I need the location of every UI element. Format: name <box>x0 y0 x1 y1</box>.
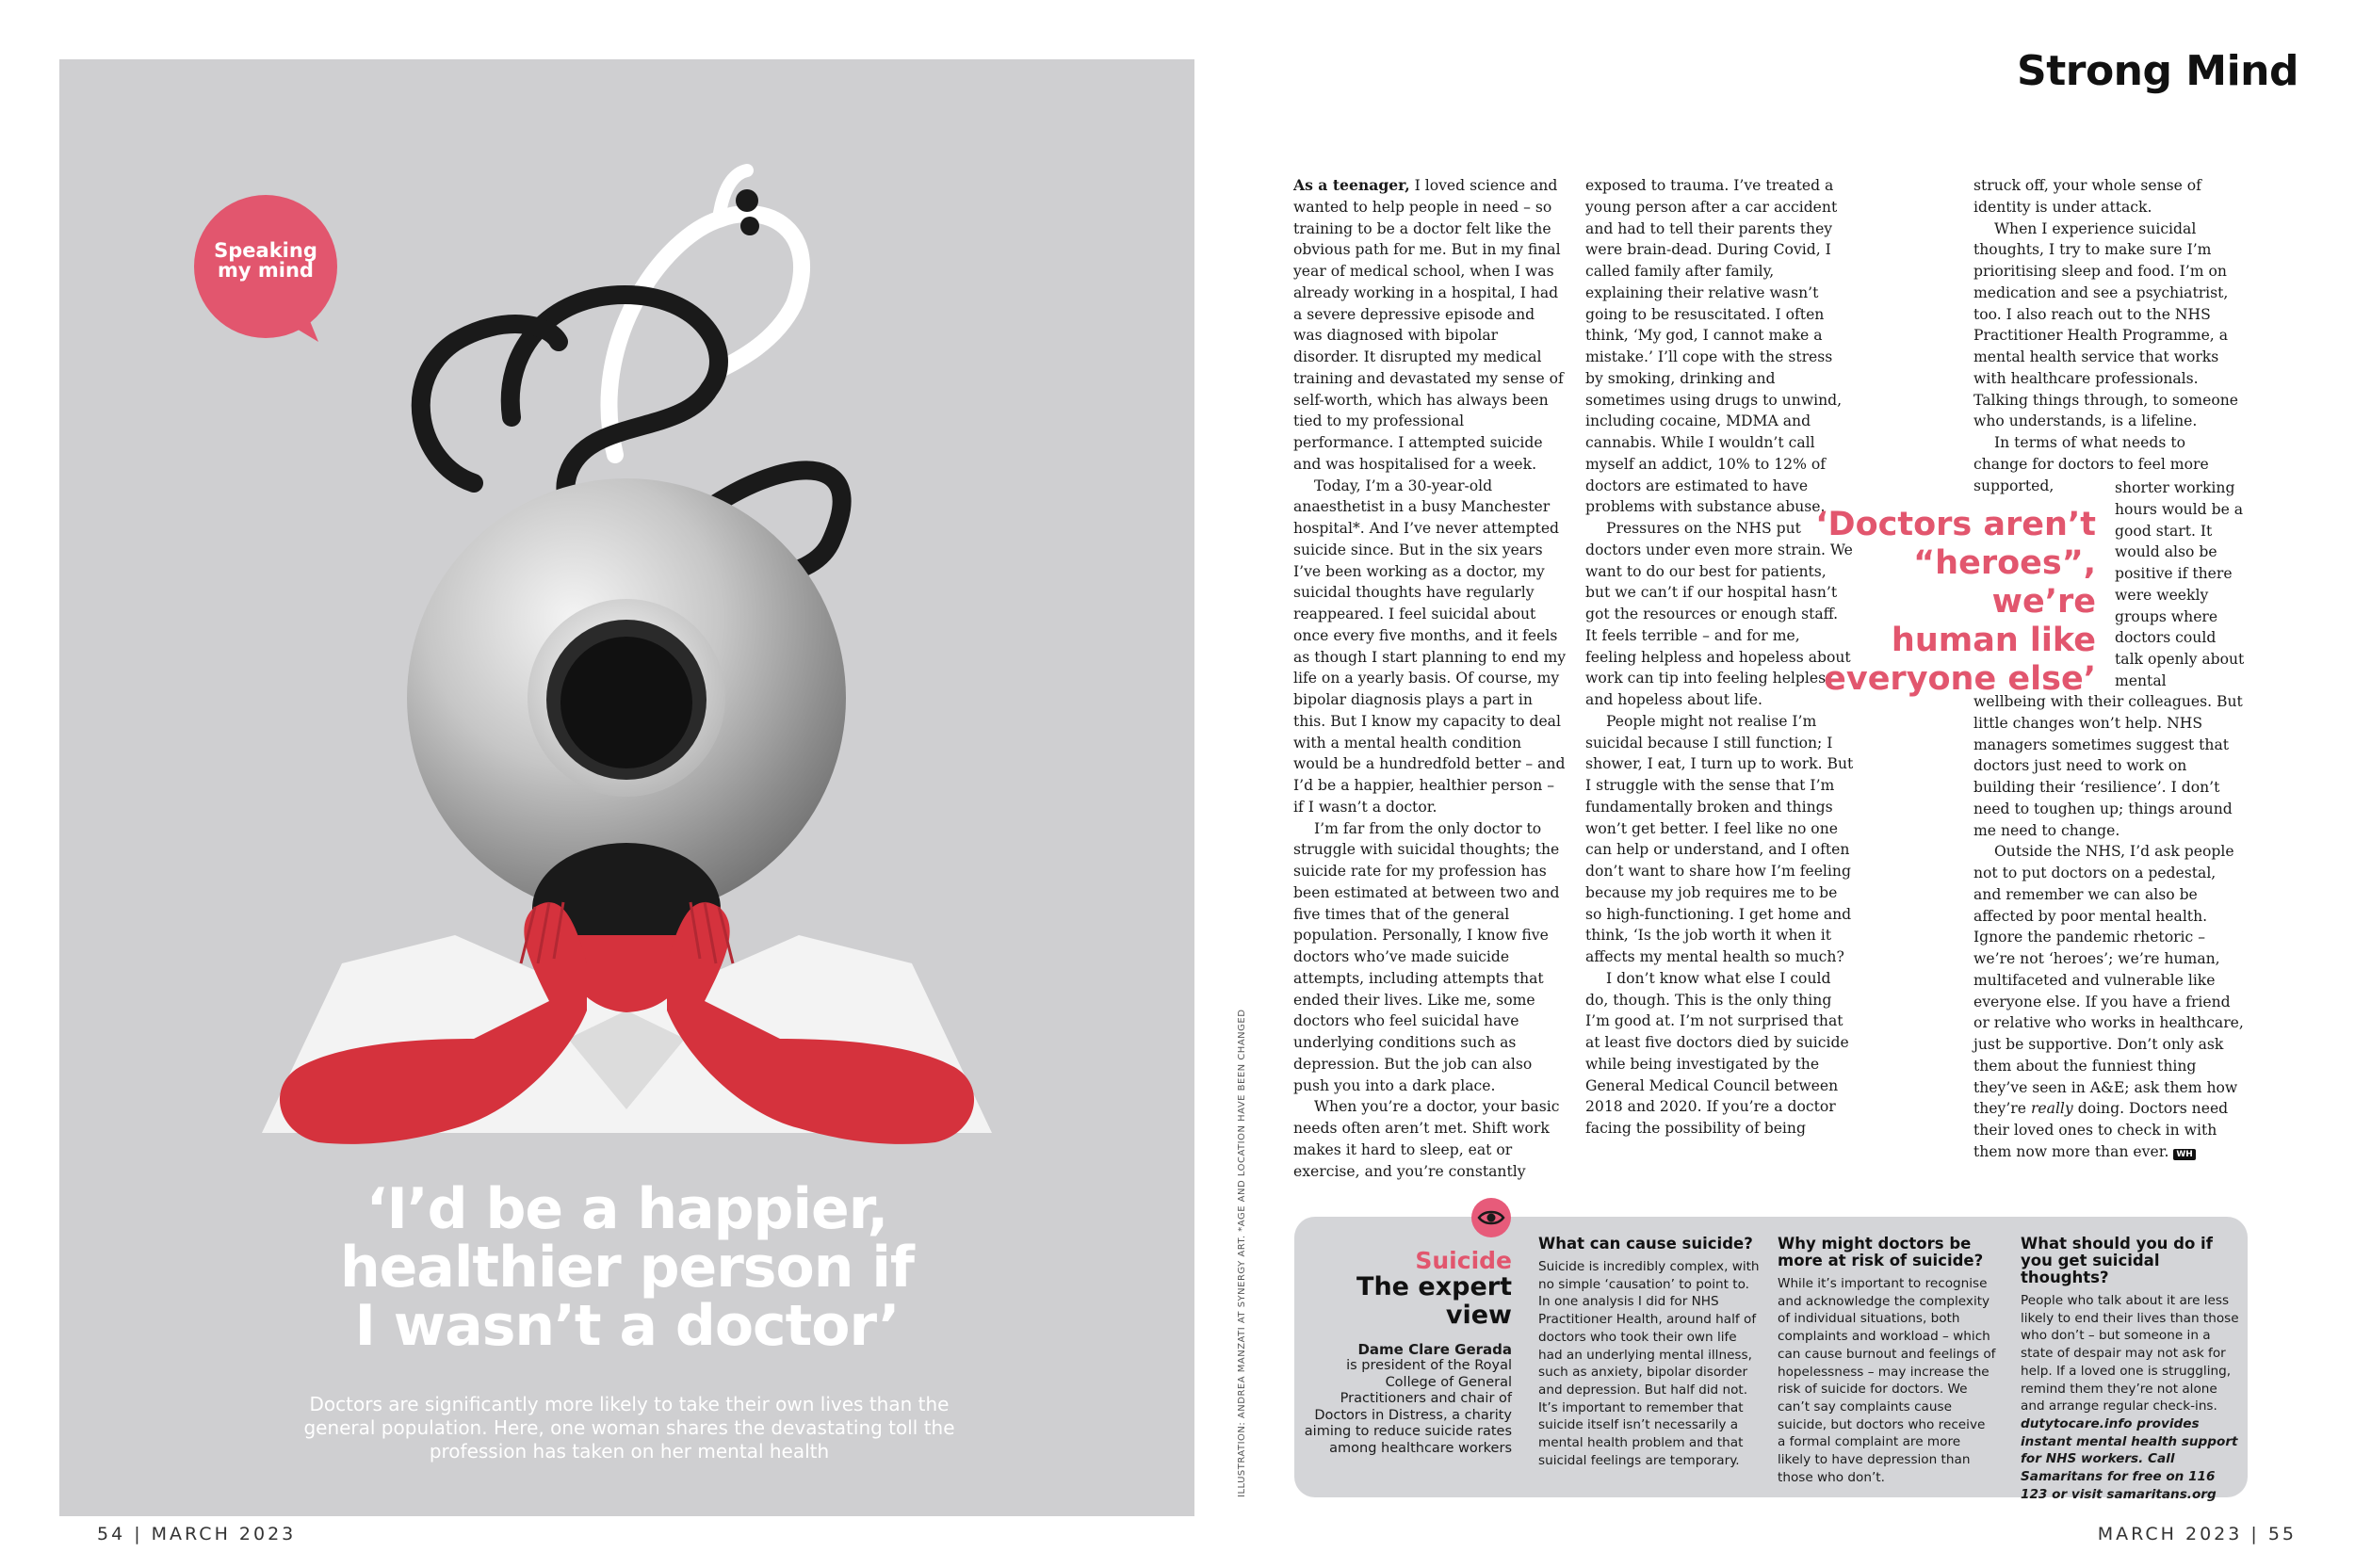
headline-line-2: healthier person if <box>339 1235 915 1301</box>
expert-box-title-1: The expert <box>1356 1272 1512 1301</box>
expert-question: What can cause suicide? <box>1538 1235 1753 1253</box>
expert-column-2 <box>1778 1236 1996 1486</box>
expert-answer: Suicide is incredibly complex, with no simple ‘causation’ to point to. In one analysis I did for NHS Practitioner Health, around half of doctors who took their own life had an underlying mental illness, such as anxiety, bipolar disorder and depression. But half did not. It’s important to remember that suicide itself isn’t necessarily a mental health problem and that suicidal feelings are temporary. <box>1538 1259 1760 1468</box>
body-column-1 <box>1293 175 1567 1182</box>
article-headline <box>238 1176 1015 1359</box>
expert-box-heading <box>1295 1248 1512 1457</box>
paragraph: When you’re a doctor, your basic needs often aren’t met. Shift work makes it hard to sleep, eat or exercise, and you’re constantly <box>1293 1098 1560 1180</box>
lead-in: As a teenager, <box>1293 176 1410 194</box>
paragraph: wellbeing with their colleagues. But little changes won’t help. NHS managers sometimes suggest that doctors just need to work on building their ‘resilience’. I don’t need to toughen up; things around me need to change. <box>1973 693 2243 839</box>
paragraph: In terms of what needs to change for doctors to feel more supported, <box>1973 434 2209 494</box>
paragraph: I’m far from the only doctor to struggle with suicidal thoughts; the suicide rate for my profession has been estimated at between two and five times that of the general population. Personally, I know five doctors who’ve made suicide attempts, including attempts that ended their lives. Like me, some doctors who feel suicidal have underlying conditions such as depression. But the job can also push you into a dark place. <box>1293 819 1560 1094</box>
body-column-3-narrow: shorter working hours would be a good start. It would also be positive if there were weekly groups where doctors could talk openly about mental <box>2115 479 2245 689</box>
expert-answer: People who talk about it are less likely to end their lives than those who don’t – but someone in a state of despair may not ask for help. If a loved one is struggling, remind them they’re not alone and arrange regular check-ins. <box>2021 1293 2239 1414</box>
expert-name: Dame Clare Gerada <box>1357 1341 1512 1358</box>
helpline-note: dutytocare.info provides instant mental health support for NHS workers. Call Samaritans for free on 116 123 or visit samaritans.org <box>2021 1415 2238 1502</box>
end-mark: WH <box>2173 1149 2195 1160</box>
expert-description: is president of the Royal College of General Practitioners and chair of Doctors in Distress, a charity aiming to reduce suicide rates among healthcare workers <box>1304 1358 1512 1456</box>
standfirst: Doctors are significantly more likely to take their own lives than the general population. Here, one woman shares the devastating toll the profession has taken on her mental health <box>303 1393 955 1463</box>
body-column-3-bottom <box>1973 691 2244 1166</box>
headline-line-1: ‘I’d be a happier, <box>365 1176 888 1242</box>
pull-quote: ‘Doctors aren’t “heroes”, we’re human like everyone else’ <box>1815 506 2096 698</box>
body-column-3-top <box>1973 175 2244 496</box>
paragraph: I don’t know what else I could do, though. This is the only thing I’m good at. I’m not surprised that at least five doctors died by suicide while being investigated by the General Medical Council between 2018 and 2020. If you’re a doctor facing the possibility of being <box>1585 969 1849 1137</box>
headline-line-3: I wasn’t a doctor’ <box>354 1293 900 1359</box>
left-page-folio: 54 | MARCH 2023 <box>97 1524 297 1544</box>
paragraph: As a teenager, I loved science and wanted to help people in need – so training to be a doctor felt like the obvious path for me. But in my final year of medical school, when I was already working in a hospital, I had a severe depressive episode and was diagnosed with bipolar disorder. It disrupted my medical training and devastated my sense of self-worth, which has always been tied to my professional performance. I attempted suicide and was hospitalised for a week. <box>1293 176 1564 473</box>
badge-line-2: my mind <box>218 259 314 282</box>
paragraph: Outside the NHS, I’d ask people not to put doctors on a pedestal, and remember we can also be affected by poor mental health. Ignore the pandemic rhetoric – we’re not ‘heroes’; we’re human, multifaceted and vulnerable like everyone else. If you have a friend or relative who works in healthcare, just be supportive. Don’t only ask them about the funniest thing they’ve seen in A&E; ask them how they’re really doing. Doctors need their loved ones to check in with them now more than ever. WH <box>1973 843 2244 1160</box>
eye-icon <box>1471 1198 1511 1237</box>
right-page-folio: MARCH 2023 | 55 <box>2097 1524 2297 1544</box>
paragraph: struck off, your whole sense of identity is under attack. <box>1973 177 2201 216</box>
emphasis: really <box>2030 1100 2073 1118</box>
expert-column-3 <box>2021 1236 2239 1503</box>
paragraph: When I experience suicidal thoughts, I try to make sure I’m prioritising sleep and food. I’m on medication and see a psychiatrist, too. I also reach out to the NHS Practitioner Health Programme, a mental health service that works with healthcare professionals. Talking things through, to someone who understands, is a lifeline. <box>1973 219 2238 430</box>
section-title: Strong Mind <box>2017 47 2298 95</box>
expert-box-kicker: Suicide <box>1415 1247 1512 1274</box>
paragraph: People might not realise I’m suicidal because I still function; I shower, I eat, I turn up to work. But I struggle with the sense that I’m fundamentally broken and things won’t get better. I feel like no one can help or understand, and I often don’t want to share how I’m feeling because my job requires me to be so high-functioning. I get home and think, ‘Is the job worth it when it affects my mental health so much? <box>1585 712 1854 965</box>
badge-line-1: Speaking <box>214 239 317 262</box>
expert-question: What should you do if you get suicidal thoughts? <box>2021 1235 2213 1286</box>
paragraph: Pressures on the NHS put doctors under even more strain. We want to do our best for patients, but we can’t if our hospital hasn’t got the resources or enough staff. It feels terrible – and for me, feeling helpless and hopeless about work can tip into feeling helpless and hopeless about life. <box>1585 520 1853 708</box>
expert-box-title-2: view <box>1445 1301 1512 1330</box>
illustration-panel <box>59 59 1194 1516</box>
paragraph: exposed to trauma. I’ve treated a young person after a car accident and had to tell their parents they were brain-dead. During Covid, I called family after family, explaining their relative wasn’t going to be resuscitated. I often think, ‘My god, I cannot make a mistake.’ I’ll cope with the stress by smoking, drinking and sometimes using drugs to unwind, including cocaine, MDMA and cannabis. While I wouldn’t call myself an addict, 10% to 12% of doctors are estimated to have problems with substance abuse. <box>1585 177 1843 516</box>
speaking-my-mind-badge <box>189 196 342 337</box>
expert-answer: While it’s important to recognise and acknowledge the complexity of individual situations, both complaints and workload – which can cause burnout and feelings of hopelessness – may increase the risk of suicide for doctors. We can’t say complaints cause suicide, but doctors who receive a formal complaint are more likely to have depression than those who don’t. <box>1778 1276 1996 1485</box>
paragraph: Today, I’m a 30-year-old anaesthetist in a busy Manchester hospital*. And I’ve never attempted suicide since. But in the six years I’ve been working as a doctor, my suicidal thoughts have regularly reappeared. I feel suicidal about once every five months, and it feels as though I start planning to end my life on a yearly basis. Of course, my bipolar diagnosis plays a part in this. But I know my capacity to deal with a mental health condition would be a hundredfold better – and I’d be a happier, healthier person – if I wasn’t a doctor. <box>1293 477 1567 816</box>
expert-column-1 <box>1538 1236 1760 1469</box>
illustration-credit: ILLUSTRATION: ANDREA MANZATI AT SYNERGY ART. *AGE AND LOCATION HAVE BEEN CHANGED <box>1237 1009 1247 1497</box>
expert-question: Why might doctors be more at risk of suicide? <box>1778 1235 1984 1269</box>
